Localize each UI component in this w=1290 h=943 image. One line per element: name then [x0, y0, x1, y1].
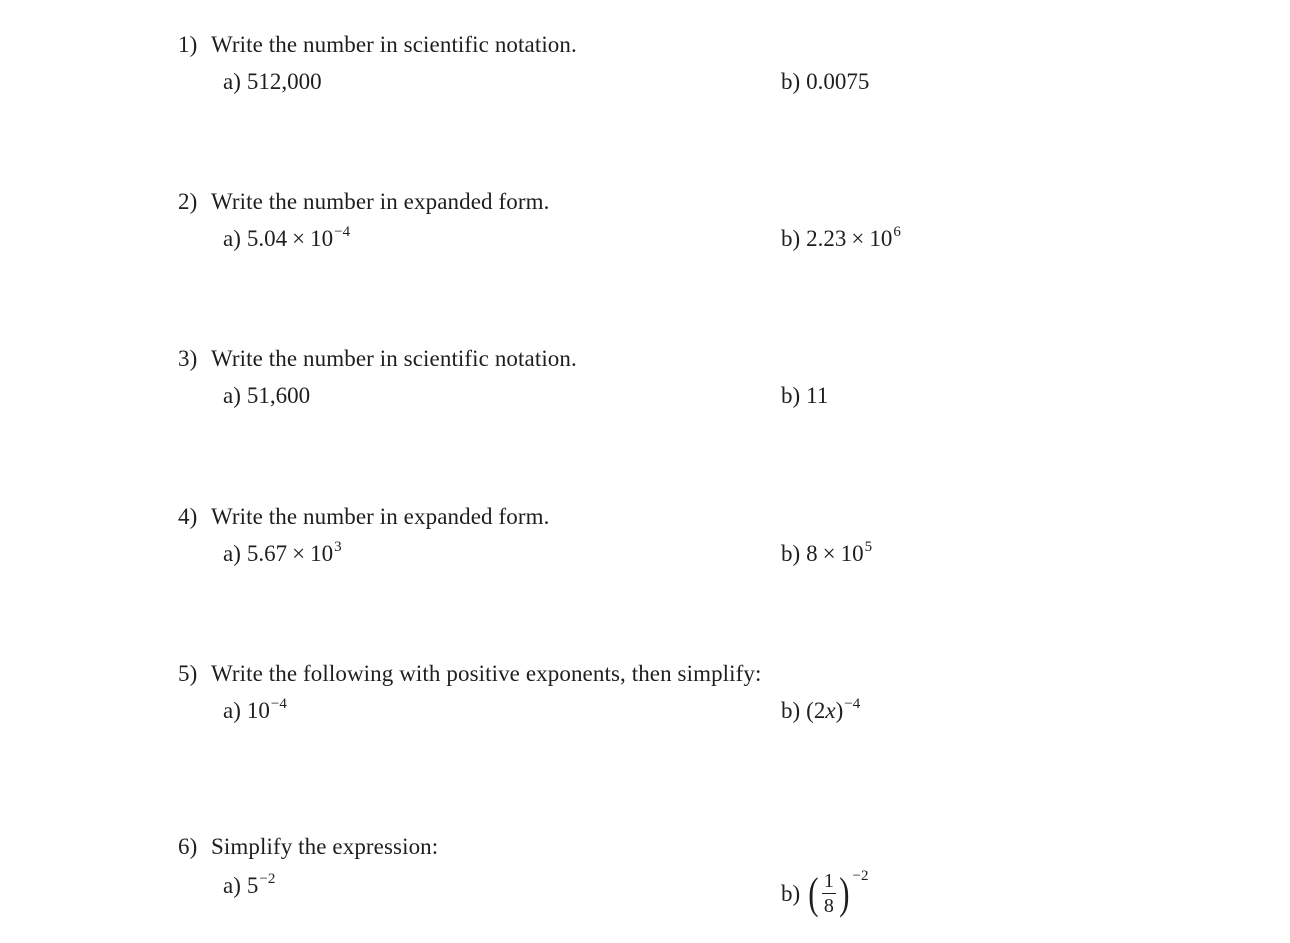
- part-label: b): [781, 541, 801, 566]
- part-a: [223, 540, 342, 571]
- problem-number: 2): [178, 189, 198, 214]
- problem-prompt: [178, 188, 549, 216]
- times-sign: ×: [851, 226, 865, 251]
- problem-prompt: [178, 660, 762, 688]
- exponent: 6: [893, 224, 901, 240]
- problem-prompt: [178, 503, 549, 531]
- coefficient: 5.67: [246, 541, 288, 566]
- power-base: 10: [310, 541, 334, 566]
- problem-prompt: [178, 833, 438, 861]
- part-b: [781, 540, 872, 571]
- close-paren: ): [835, 698, 844, 723]
- exponent: 5: [864, 539, 873, 555]
- power-base: 10: [840, 541, 864, 566]
- problem-number: 6): [178, 834, 198, 859]
- prompt-text: Write the following with positive exponents, then simplify:: [211, 661, 762, 686]
- times-sign: ×: [292, 541, 306, 566]
- power-base: 10: [869, 226, 893, 251]
- power-base: 10: [310, 226, 334, 251]
- part-label: b): [781, 383, 801, 408]
- power-base: 10: [246, 698, 270, 723]
- part-b: [781, 697, 860, 728]
- part-b: [781, 68, 869, 96]
- part-label: b): [781, 698, 801, 723]
- part-label: b): [781, 880, 801, 906]
- exponent: −2: [852, 867, 869, 884]
- times-sign: ×: [822, 541, 836, 566]
- part-label: a): [223, 69, 241, 94]
- problem-6: [178, 833, 1178, 943]
- prompt-text: Write the number in scientific notation.: [211, 346, 577, 371]
- coefficient: 5.04: [246, 226, 288, 251]
- fraction: [822, 871, 836, 916]
- part-value: 512,000: [246, 69, 322, 94]
- variable: x: [825, 698, 836, 723]
- problem-prompt: [178, 31, 577, 59]
- problem-number: 1): [178, 32, 198, 57]
- problem-3: [178, 345, 1178, 455]
- exponent: −2: [259, 871, 276, 887]
- problem-2: [178, 188, 1178, 298]
- right-paren: ): [839, 868, 850, 918]
- part-b: [781, 861, 869, 918]
- fraction-expression: [806, 867, 869, 918]
- prompt-text: Write the number in expanded form.: [211, 504, 550, 529]
- part-value: 0.0075: [806, 69, 870, 94]
- part-a: [223, 872, 275, 903]
- coefficient: 8: [806, 541, 818, 566]
- part-value: 51,600: [246, 383, 311, 408]
- times-sign: ×: [292, 226, 306, 251]
- prompt-text: Write the number in scientific notation.: [211, 32, 577, 57]
- part-label: b): [781, 226, 801, 251]
- problem-number: 3): [178, 346, 198, 371]
- part-b: [781, 382, 828, 410]
- exponent: −4: [334, 224, 351, 240]
- problem-4: [178, 503, 1178, 613]
- problem-number: 4): [178, 504, 198, 529]
- prompt-text: Simplify the expression:: [211, 834, 439, 859]
- problem-number: 5): [178, 661, 198, 686]
- part-label: a): [223, 226, 241, 251]
- exponent: −4: [844, 696, 861, 712]
- part-label: a): [223, 873, 241, 898]
- exponent: −4: [270, 696, 287, 712]
- fraction-denominator: 8: [823, 895, 834, 917]
- part-label: b): [781, 69, 801, 94]
- open-paren-coefficient: (2: [806, 698, 826, 723]
- part-label: a): [223, 698, 241, 723]
- problem-prompt: [178, 345, 577, 373]
- part-label: a): [223, 383, 241, 408]
- fraction-numerator: 1: [823, 870, 834, 892]
- part-a: [223, 382, 310, 410]
- part-a: [223, 697, 287, 728]
- power-base: 5: [246, 873, 259, 898]
- part-a: [223, 225, 350, 256]
- part-label: a): [223, 541, 241, 566]
- left-paren: (: [808, 868, 819, 918]
- coefficient: 2.23: [806, 226, 847, 251]
- problem-1: [178, 31, 1178, 141]
- part-b: [781, 225, 901, 256]
- part-value: 11: [806, 383, 829, 408]
- exponent: 3: [334, 539, 342, 555]
- part-a: [223, 68, 322, 96]
- prompt-text: Write the number in expanded form.: [211, 189, 550, 214]
- problem-5: [178, 660, 1178, 770]
